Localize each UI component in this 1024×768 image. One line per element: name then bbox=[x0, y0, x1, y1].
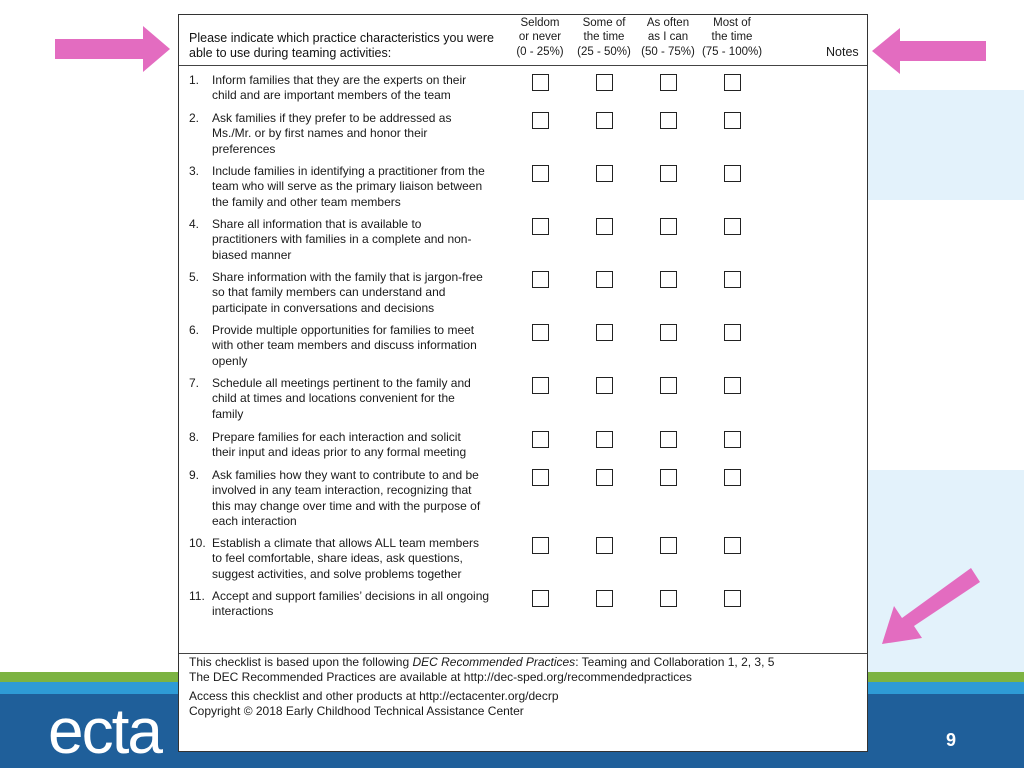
checkbox-most-of-the-time[interactable] bbox=[724, 324, 741, 341]
checkbox-some-of-the-time[interactable] bbox=[596, 590, 613, 607]
item-text-line: Accept and support families’ decisions in all ongoing bbox=[212, 589, 490, 603]
checkbox-most-of-the-time[interactable] bbox=[724, 218, 741, 235]
item-text-line: practitioners with families in a complete and non- bbox=[212, 232, 472, 247]
item-text-line: suggest activities, and solve problems together bbox=[212, 566, 462, 581]
item-text-line: child at times and locations convenient for the bbox=[212, 391, 455, 406]
checkbox-as-often-as-i-can[interactable] bbox=[660, 431, 677, 448]
checkbox-seldom[interactable] bbox=[532, 431, 549, 448]
item-text-line: Share information with the family that is jargon-free bbox=[212, 270, 483, 284]
checkbox-as-often-as-i-can[interactable] bbox=[660, 271, 677, 288]
checkbox-seldom[interactable] bbox=[532, 74, 549, 91]
footer-divider bbox=[179, 653, 867, 654]
checkbox-some-of-the-time[interactable] bbox=[596, 377, 613, 394]
checkbox-some-of-the-time[interactable] bbox=[596, 165, 613, 182]
column-header-line: the time bbox=[711, 31, 753, 43]
item-number: 10. bbox=[189, 536, 206, 550]
checkbox-most-of-the-time[interactable] bbox=[724, 431, 741, 448]
item-text-line: Ask families if they prefer to be addressed as bbox=[212, 111, 452, 125]
item-number: 3. bbox=[189, 164, 200, 178]
column-header-some bbox=[572, 16, 636, 44]
column-header-line: Seldom bbox=[520, 17, 560, 29]
checkbox-seldom[interactable] bbox=[532, 590, 549, 607]
footer-based-on bbox=[189, 655, 849, 671]
checkbox-as-often-as-i-can[interactable] bbox=[660, 590, 677, 607]
arrow-right-icon bbox=[55, 26, 175, 72]
checkbox-seldom[interactable] bbox=[532, 271, 549, 288]
question-line-2: able to use during teaming activities: bbox=[189, 46, 392, 60]
checkbox-as-often-as-i-can[interactable] bbox=[660, 377, 677, 394]
item-text-line: with other team members and discuss information bbox=[212, 338, 477, 353]
footer-based-suffix: : Teaming and Collaboration 1, 2, 3, 5 bbox=[575, 655, 775, 669]
item-text bbox=[212, 73, 512, 104]
item-text-line: team who will serve as the primary liaison between bbox=[212, 179, 483, 194]
column-range-as-often: (50 - 75%) bbox=[641, 46, 695, 58]
footer-access: Access this checklist and other products at http://ectacenter.org/decrp bbox=[189, 689, 559, 703]
item-text bbox=[212, 468, 512, 529]
column-header-line: the time bbox=[583, 31, 625, 43]
item-text-line: involved in any team interaction, recognizing that bbox=[212, 483, 472, 498]
item-text bbox=[212, 536, 512, 582]
item-text-line: Include families in identifying a practitioner from the bbox=[212, 164, 485, 178]
item-text-line: their input and ideas prior to any formal meeting bbox=[212, 445, 467, 460]
item-number: 2. bbox=[189, 111, 200, 125]
item-text-line: Ms./Mr. or by first names and honor their bbox=[212, 126, 428, 141]
item-number: 8. bbox=[189, 430, 200, 444]
checkbox-seldom[interactable] bbox=[532, 218, 549, 235]
checkbox-seldom[interactable] bbox=[532, 112, 549, 129]
checkbox-as-often-as-i-can[interactable] bbox=[660, 469, 677, 486]
checklist-question bbox=[189, 31, 509, 61]
item-number: 6. bbox=[189, 323, 200, 337]
item-number: 1. bbox=[189, 73, 200, 87]
checkbox-some-of-the-time[interactable] bbox=[596, 537, 613, 554]
question-line-1: Please indicate which practice characteristics you were bbox=[189, 31, 494, 45]
item-text bbox=[212, 217, 512, 263]
footer-based-prefix: This checklist is based upon the following bbox=[189, 655, 413, 669]
checkbox-some-of-the-time[interactable] bbox=[596, 74, 613, 91]
column-header-line: As often bbox=[646, 17, 690, 29]
checkbox-as-often-as-i-can[interactable] bbox=[660, 218, 677, 235]
item-number: 5. bbox=[189, 270, 200, 284]
background-band-top bbox=[868, 90, 1024, 200]
footer-available: The DEC Recommended Practices are available at http://dec-sped.org/recommendedpractices bbox=[189, 670, 692, 684]
checkbox-seldom[interactable] bbox=[532, 165, 549, 182]
checkbox-seldom[interactable] bbox=[532, 324, 549, 341]
checkbox-some-of-the-time[interactable] bbox=[596, 271, 613, 288]
checkbox-as-often-as-i-can[interactable] bbox=[660, 112, 677, 129]
arrow-left-icon bbox=[872, 28, 988, 74]
item-text bbox=[212, 111, 512, 157]
item-text-line: Inform families that they are the experts on their bbox=[212, 73, 467, 87]
checkbox-most-of-the-time[interactable] bbox=[724, 74, 741, 91]
column-range-most: (75 - 100%) bbox=[701, 46, 763, 58]
column-range-seldom: (0 - 25%) bbox=[516, 46, 564, 58]
item-number: 7. bbox=[189, 376, 200, 390]
item-text-line: Share all information that is available to bbox=[212, 217, 422, 231]
checkbox-some-of-the-time[interactable] bbox=[596, 112, 613, 129]
item-text bbox=[212, 164, 512, 210]
item-text-line: openly bbox=[212, 353, 248, 368]
item-text-line: interactions bbox=[212, 604, 274, 619]
item-text-line: to feel comfortable, share ideas, ask questions, bbox=[212, 551, 463, 566]
checkbox-as-often-as-i-can[interactable] bbox=[660, 74, 677, 91]
arrow-down-left-icon bbox=[878, 566, 984, 648]
checkbox-most-of-the-time[interactable] bbox=[724, 112, 741, 129]
item-text-line: biased manner bbox=[212, 247, 292, 262]
item-text-line: Prepare families for each interaction and solicit bbox=[212, 430, 461, 444]
notes-header: Notes bbox=[826, 45, 859, 59]
item-text-line: Establish a climate that allows ALL team members bbox=[212, 536, 480, 550]
item-text-line: each interaction bbox=[212, 513, 297, 528]
checkbox-seldom[interactable] bbox=[532, 377, 549, 394]
item-number: 9. bbox=[189, 468, 200, 482]
checkbox-most-of-the-time[interactable] bbox=[724, 537, 741, 554]
column-header-seldom bbox=[508, 16, 572, 44]
checkbox-as-often-as-i-can[interactable] bbox=[660, 324, 677, 341]
column-header-line: Some of bbox=[582, 17, 626, 29]
checkbox-most-of-the-time[interactable] bbox=[724, 469, 741, 486]
item-text-line: family bbox=[212, 406, 244, 421]
checkbox-some-of-the-time[interactable] bbox=[596, 324, 613, 341]
item-text-line: participate in conversations and decisions bbox=[212, 300, 435, 315]
checkbox-most-of-the-time[interactable] bbox=[724, 165, 741, 182]
item-text-line: this may change over time and with the purpose of bbox=[212, 498, 481, 513]
checkbox-as-often-as-i-can[interactable] bbox=[660, 165, 677, 182]
checklist-document bbox=[178, 14, 868, 752]
checkbox-most-of-the-time[interactable] bbox=[724, 590, 741, 607]
item-text-line: Ask families how they want to contribute to and be bbox=[212, 468, 479, 482]
checkbox-some-of-the-time[interactable] bbox=[596, 218, 613, 235]
checkbox-some-of-the-time[interactable] bbox=[596, 431, 613, 448]
column-header-most bbox=[700, 16, 764, 44]
item-text-line: Schedule all meetings pertinent to the family and bbox=[212, 376, 471, 390]
column-range-some: (25 - 50%) bbox=[577, 46, 631, 58]
item-text bbox=[212, 323, 512, 369]
checkbox-seldom[interactable] bbox=[532, 537, 549, 554]
item-number: 4. bbox=[189, 217, 200, 231]
item-text bbox=[212, 376, 512, 422]
item-text bbox=[212, 589, 512, 620]
header-divider bbox=[179, 65, 867, 66]
checkbox-some-of-the-time[interactable] bbox=[596, 469, 613, 486]
item-text-line: Provide multiple opportunities for families to meet bbox=[212, 323, 475, 337]
footer-copyright: Copyright © 2018 Early Childhood Technical Assistance Center bbox=[189, 704, 524, 718]
column-header-line: or never bbox=[518, 31, 562, 43]
checkbox-most-of-the-time[interactable] bbox=[724, 377, 741, 394]
item-text bbox=[212, 270, 512, 316]
item-text-line: so that family members can understand and bbox=[212, 285, 446, 300]
page-number: 9 bbox=[946, 730, 957, 750]
ecta-logo: ecta bbox=[48, 695, 161, 767]
item-text-line: child and are important members of the team bbox=[212, 88, 451, 103]
checkbox-seldom[interactable] bbox=[532, 469, 549, 486]
item-number: 11. bbox=[189, 589, 205, 603]
item-text bbox=[212, 430, 512, 461]
footer-based-italic: DEC Recommended Practices bbox=[412, 655, 576, 669]
column-header-as-often bbox=[636, 16, 700, 44]
column-header-line: as I can bbox=[647, 31, 689, 43]
column-header-line: Most of bbox=[713, 17, 751, 29]
item-text-line: the family and other team members bbox=[212, 194, 401, 209]
item-text-line: preferences bbox=[212, 141, 276, 156]
checkbox-as-often-as-i-can[interactable] bbox=[660, 537, 677, 554]
checkbox-most-of-the-time[interactable] bbox=[724, 271, 741, 288]
